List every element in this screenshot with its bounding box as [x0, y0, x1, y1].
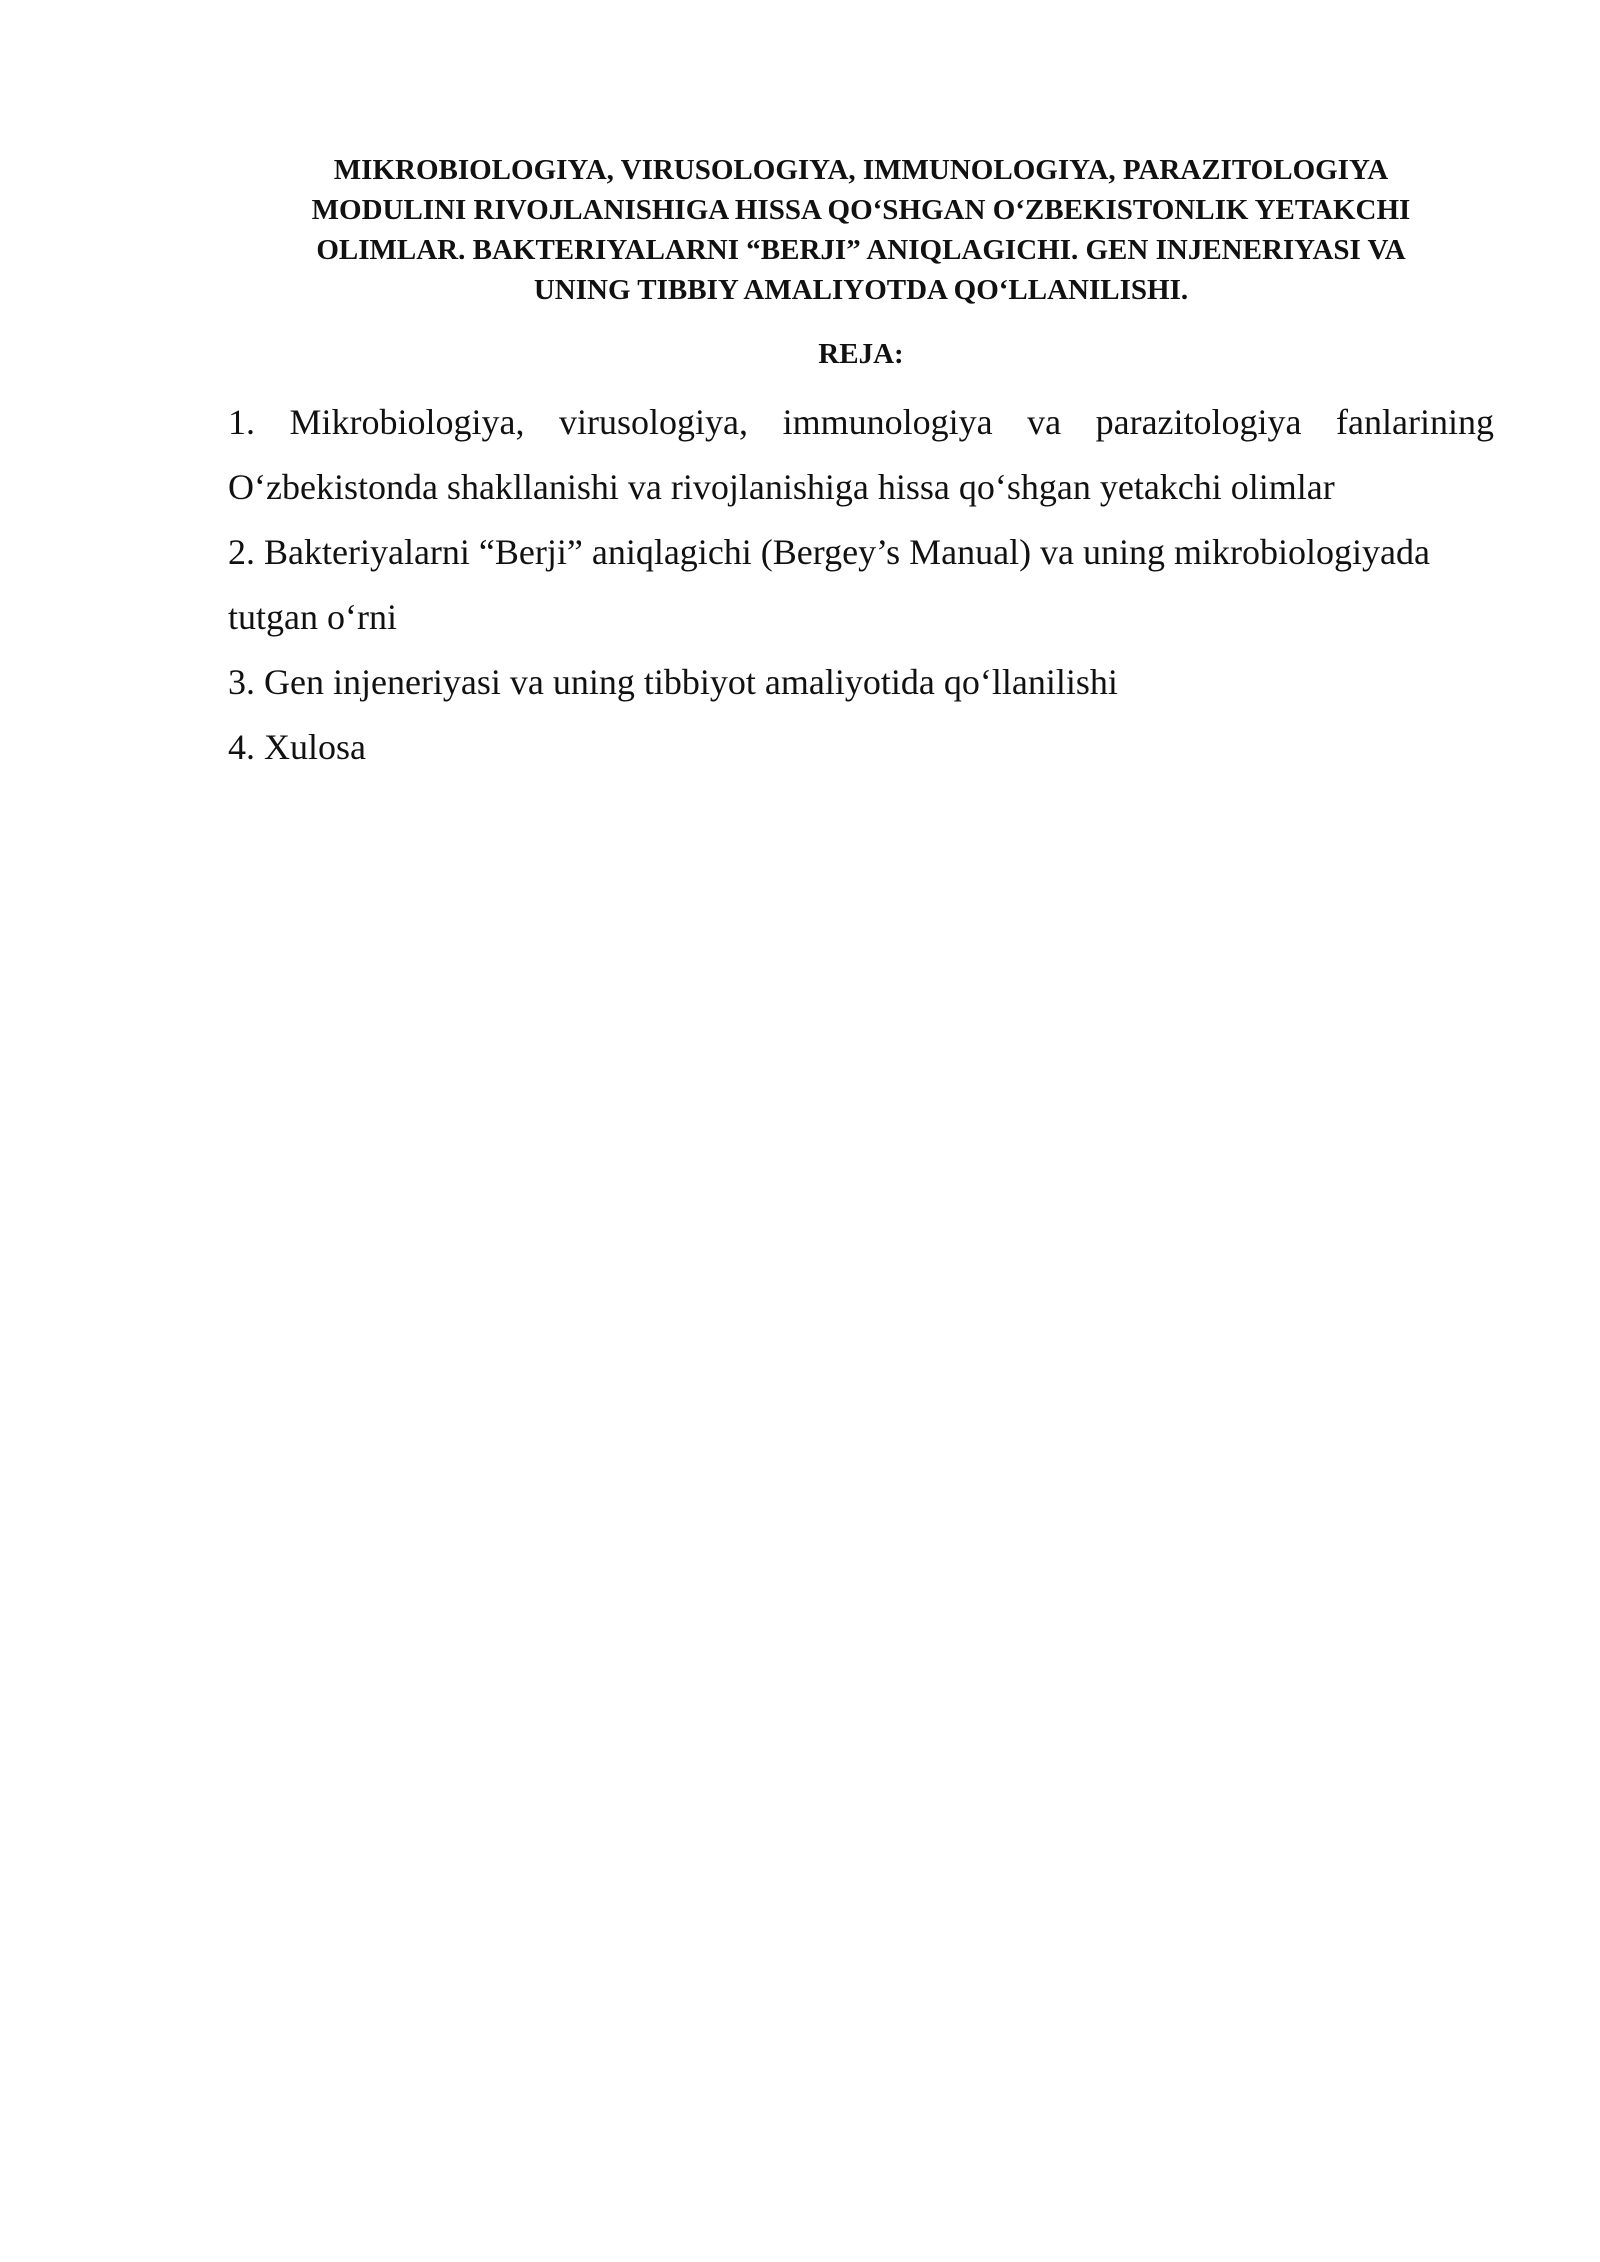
- plan-item-line: 1. Mikrobiologiya, virusologiya, immunologiya va parazitologiya fanlarining: [228, 402, 1494, 442]
- plan-item-line: 4. Xulosa: [228, 727, 366, 767]
- plan-item-line: tutgan o‘rni: [228, 597, 397, 637]
- plan-list: [228, 390, 1494, 780]
- document-title: MIKROBIOLOGIYA, VIRUSOLOGIYA, IMMUNOLOGIYA, PARAZITOLOGIYA MODULINI RIVOJLANISHIGA HISSA QO‘SHGAN O‘ZBEKISTONLIK YETAKCHI OLIMLAR. BAKTERIYALARNI “BERJI” ANIQLAGICHI. GEN INJENERIYASI VA UNING TIBBIY AMALIYOTDA QO‘LLANILISHI.: [311, 154, 1411, 306]
- plan-heading: REJA:: [818, 338, 904, 370]
- plan-item: [228, 390, 1494, 520]
- plan-item: [228, 715, 1494, 780]
- plan-item-line: 3. Gen injeneriyasi va uning tibbiyot amaliyotida qo‘llanilishi: [228, 662, 1118, 702]
- plan-item: [228, 520, 1494, 650]
- plan-item-line: 2. Bakteriyalarni “Berji” aniqlagichi (Bergey’s Manual) va uning mikrobiologiyada: [228, 532, 1430, 572]
- plan-item: [228, 650, 1494, 715]
- plan-item-line: O‘zbekistonda shakllanishi va rivojlanishiga hissa qo‘shgan yetakchi olimlar: [228, 467, 1335, 507]
